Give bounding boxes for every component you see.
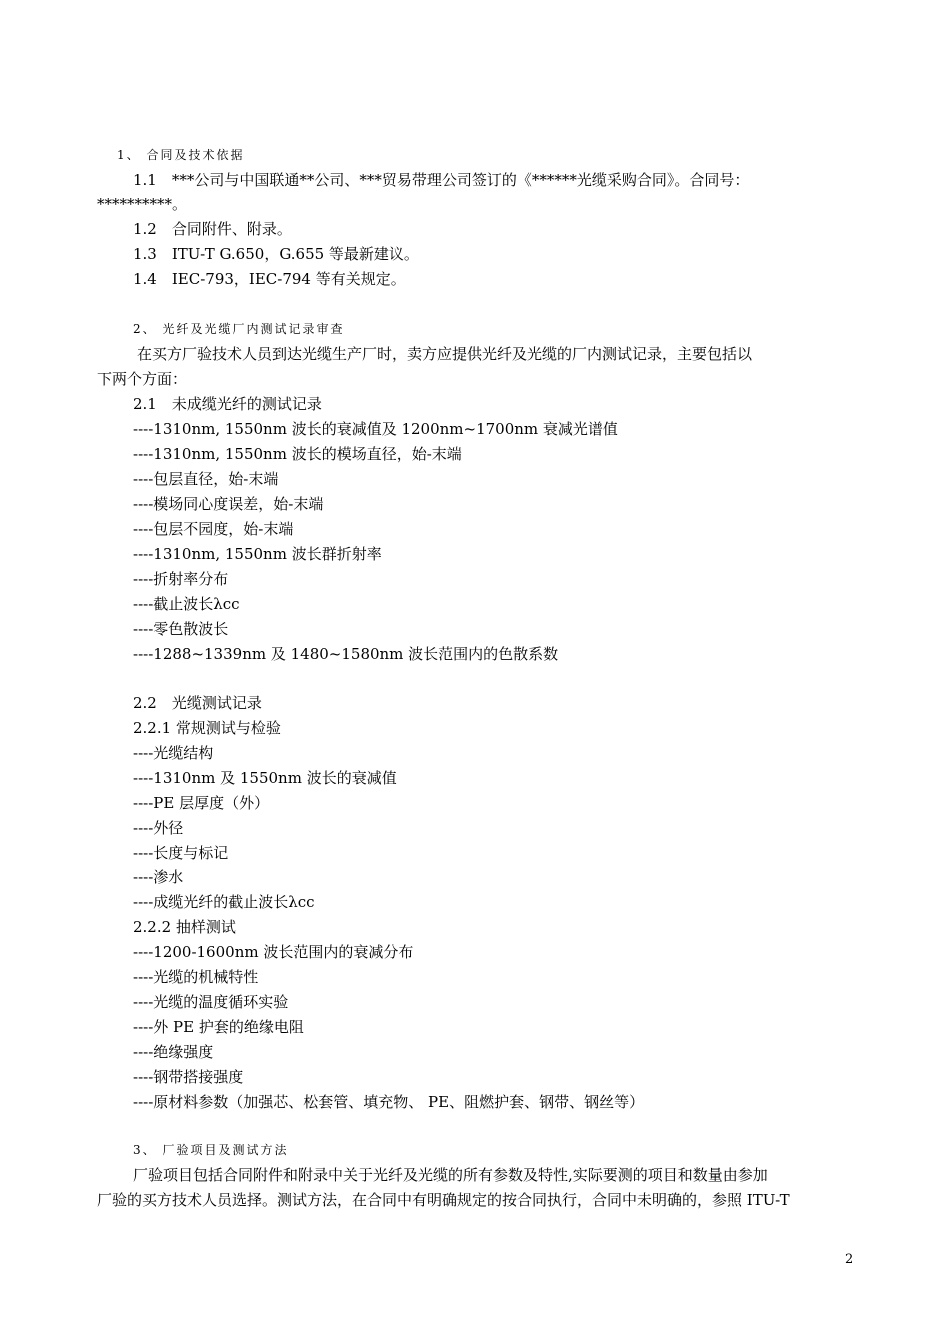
list-item: ----光缆的机械特性 xyxy=(133,968,259,986)
list-item: ----光缆结构 xyxy=(133,744,214,762)
section-3-heading: 3、 厂验项目及测试方法 xyxy=(133,1143,289,1157)
list-item: ----光缆的温度循环实验 xyxy=(133,993,289,1011)
list-item: ----模场同心度误差，始-末端 xyxy=(133,495,324,513)
list-item: ----绝缘强度 xyxy=(133,1043,214,1061)
clause-1-3: 1.3 ITU-T G.650，G.655 等最新建议。 xyxy=(133,245,419,263)
list-item: ----折射率分布 xyxy=(133,570,229,588)
clause-1-2: 1.2 合同附件、附录。 xyxy=(133,220,292,238)
list-item: ----1310nm 及 1550nm 波长的衰减值 xyxy=(133,769,397,787)
clause-2-2: 2.2 光缆测试记录 xyxy=(133,694,262,712)
section-2-intro-cont: 下两个方面： xyxy=(97,370,188,388)
list-item: ----包层不园度，始-末端 xyxy=(133,520,294,538)
list-item: ----成缆光纤的截止波长λcc xyxy=(133,893,315,911)
list-item: ----渗水 xyxy=(133,868,184,886)
clause-2-1: 2.1 未成缆光纤的测试记录 xyxy=(133,395,322,413)
clause-2-2-1: 2.2.1 常规测试与检验 xyxy=(133,719,281,737)
list-item: ----包层直径，始-末端 xyxy=(133,470,279,488)
list-item: ----长度与标记 xyxy=(133,844,229,862)
clause-2-2-2: 2.2.2 抽样测试 xyxy=(133,918,236,936)
section-3-paragraph-cont: 厂验的买方技术人员选择。测试方法，在合同中有明确规定的按合同执行，合同中未明确的，参照 ITU-T xyxy=(97,1191,790,1209)
section-3-paragraph: 厂验项目包括合同附件和附录中关于光纤及光缆的所有参数及特性,实际要测的项目和数量由参加 xyxy=(133,1166,768,1184)
page-number: 2 xyxy=(845,1252,854,1267)
list-item: ----1310nm, 1550nm 波长的模场直径，始-末端 xyxy=(133,445,462,463)
clause-1-4: 1.4 IEC-793，IEC-794 等有关规定。 xyxy=(133,270,406,288)
list-item: ----PE 层厚度（外） xyxy=(133,794,270,812)
clause-1-1: 1.1 ***公司与中国联通**公司、***贸易带理公司签订的《******光缆采购合同》。合同号： xyxy=(133,171,750,189)
list-item: ----零色散波长 xyxy=(133,620,229,638)
list-item: ----截止波长λcc xyxy=(133,595,240,613)
clause-1-1-cont: **********。 xyxy=(97,195,188,213)
list-item: ----原材料参数（加强芯、松套管、填充物、 PE、阻燃护套、钢带、钢丝等） xyxy=(133,1093,645,1111)
section-2-intro: 在买方厂验技术人员到达光缆生产厂时，卖方应提供光纤及光缆的厂内测试记录，主要包括以 xyxy=(137,345,753,363)
list-item: ----外 PE 护套的绝缘电阻 xyxy=(133,1018,304,1036)
section-1-heading: 1、 合同及技术依据 xyxy=(117,148,245,162)
list-item: ----1310nm, 1550nm 波长群折射率 xyxy=(133,545,382,563)
list-item: ----1200-1600nm 波长范围内的衰减分布 xyxy=(133,943,414,961)
list-item: ----钢带搭接强度 xyxy=(133,1068,244,1086)
list-item: ----1310nm, 1550nm 波长的衰减值及 1200nm~1700nm 衰减光谱值 xyxy=(133,420,618,438)
section-2-heading: 2、 光纤及光缆厂内测试记录审查 xyxy=(133,322,345,336)
list-item: ----外径 xyxy=(133,819,184,837)
list-item: ----1288~1339nm 及 1480~1580nm 波长范围内的色散系数 xyxy=(133,645,559,663)
